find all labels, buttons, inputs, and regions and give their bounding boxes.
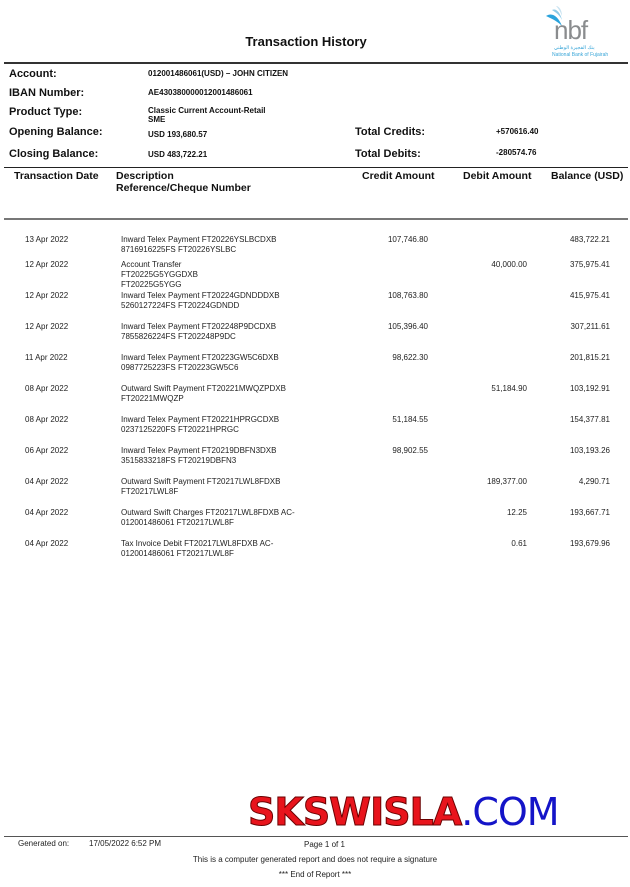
column-header-debit: Debit Amount xyxy=(463,170,532,182)
credit-amount: 51,184.55 xyxy=(392,415,428,424)
generated-on-label: Generated on: xyxy=(18,839,70,848)
footer-divider xyxy=(4,836,628,837)
description-line: 8716916225FS FT20226YSLBC xyxy=(121,245,237,254)
transaction-description xyxy=(121,508,321,528)
description-line: 0987725223FS FT20223GW5C6 xyxy=(121,363,239,372)
total-debits-value: -280574.76 xyxy=(496,148,537,157)
opening-balance-value: USD 193,680.57 xyxy=(148,130,208,139)
transaction-date: 08 Apr 2022 xyxy=(25,415,69,424)
debit-amount: 12.25 xyxy=(506,508,527,517)
generated-on-value: 17/05/2022 6:52 PM xyxy=(89,839,162,848)
account-label: Account: xyxy=(9,68,57,80)
total-debits-label: Total Debits: xyxy=(355,148,421,160)
transaction-description xyxy=(121,539,321,559)
description-line: Inward Telex Payment FT20226YSLBCDXB xyxy=(121,235,277,244)
transaction-description xyxy=(121,446,321,466)
closing-balance-label: Closing Balance: xyxy=(9,148,99,160)
credit-amount: 105,396.40 xyxy=(387,322,428,331)
description-line: FT20217LWL8F xyxy=(121,487,179,496)
column-header-balance: Balance (USD) xyxy=(551,170,624,182)
product-type-value xyxy=(148,106,266,124)
description-line: Account Transfer xyxy=(121,260,182,269)
balance-amount: 154,377.81 xyxy=(569,415,610,424)
page-number: Page 1 of 1 xyxy=(304,840,345,849)
transaction-description xyxy=(121,415,321,435)
watermark-part2: .COM xyxy=(461,790,559,834)
balance-amount: 103,193.26 xyxy=(569,446,610,455)
description-line: FT20225G5YGG xyxy=(121,280,182,289)
credit-amount: 107,746.80 xyxy=(387,235,428,244)
transaction-date: 08 Apr 2022 xyxy=(25,384,69,393)
debit-amount: 189,377.00 xyxy=(486,477,527,486)
balance-amount: 415,975.41 xyxy=(569,291,610,300)
column-header-credit: Credit Amount xyxy=(362,170,435,182)
description-line: 3515833218FS FT20219DBFN3 xyxy=(121,456,237,465)
account-value: 012001486061(USD) – JOHN CITIZEN xyxy=(148,69,289,78)
balance-amount: 201,815.21 xyxy=(569,353,610,362)
description-line: 7855826224FS FT202248P9DC xyxy=(121,332,236,341)
column-header-description-line1: Description xyxy=(116,170,174,182)
description-line: FT20225G5YGGDXB xyxy=(121,270,198,279)
transaction-date: 12 Apr 2022 xyxy=(25,291,69,300)
balance-amount: 307,211.61 xyxy=(570,322,610,331)
opening-balance-label: Opening Balance: xyxy=(9,126,103,138)
description-line: 012001486061 FT20217LWL8F xyxy=(121,549,234,558)
debit-amount: 0.61 xyxy=(511,539,527,548)
iban-label: IBAN Number: xyxy=(9,87,85,99)
balance-amount: 103,192.91 xyxy=(569,384,610,393)
transaction-date: 04 Apr 2022 xyxy=(25,477,69,486)
logo-wordmark: nbf xyxy=(554,15,588,45)
debit-amount: 40,000.00 xyxy=(491,260,527,269)
transaction-date: 06 Apr 2022 xyxy=(25,446,69,455)
logo-subtitle-english: National Bank of Fujairah xyxy=(552,52,609,58)
column-header-date: Transaction Date xyxy=(14,170,99,182)
description-line: Inward Telex Payment FT20221HPRGCDXB xyxy=(121,415,280,424)
logo-subtitle-arabic: بنك الفجيرة الوطني xyxy=(554,45,595,51)
description-line: Outward Swift Payment FT20217LWL8FDXB xyxy=(121,477,281,486)
balance-amount: 4,290.71 xyxy=(578,477,610,486)
product-type-line2: SME xyxy=(148,115,166,124)
description-line: Inward Telex Payment FT202248P9DCDXB xyxy=(121,322,277,331)
transaction-description xyxy=(121,477,321,497)
credit-amount: 98,902.55 xyxy=(392,446,428,455)
column-header-description xyxy=(116,170,251,194)
description-line: FT20221MWQZP xyxy=(121,394,184,403)
balance-amount: 193,679.96 xyxy=(569,539,610,548)
header-divider xyxy=(4,62,628,64)
bank-logo xyxy=(540,4,610,62)
table-header-divider xyxy=(4,218,628,220)
description-line: Inward Telex Payment FT20224GDNDDDXB xyxy=(121,291,280,300)
transaction-description xyxy=(121,353,321,373)
transaction-date: 12 Apr 2022 xyxy=(25,322,69,331)
debit-amount: 51,184.90 xyxy=(491,384,527,393)
total-credits-label: Total Credits: xyxy=(355,126,426,138)
document-title: Transaction History xyxy=(245,34,367,49)
transaction-description xyxy=(121,384,321,404)
transaction-description xyxy=(121,322,321,342)
watermark-part1: SKSWISLA xyxy=(248,790,462,834)
transaction-description xyxy=(121,235,321,255)
product-type-label: Product Type: xyxy=(9,106,83,118)
balance-amount: 483,722.21 xyxy=(569,235,610,244)
description-line: 5260127224FS FT20224GDNDD xyxy=(121,301,240,310)
transaction-description xyxy=(121,260,321,290)
iban-value: AE430380000012001486061 xyxy=(148,88,253,97)
transaction-date: 04 Apr 2022 xyxy=(25,508,69,517)
transaction-date: 04 Apr 2022 xyxy=(25,539,69,548)
closing-balance-value: USD 483,722.21 xyxy=(148,150,208,159)
balance-amount: 375,975.41 xyxy=(569,260,610,269)
column-header-reference: Reference/Cheque Number xyxy=(116,182,251,194)
watermark xyxy=(248,790,559,834)
product-type-line1: Classic Current Account-Retail xyxy=(148,106,266,115)
computer-generated-note: This is a computer generated report and does not require a signature xyxy=(192,855,438,864)
credit-amount: 98,622.30 xyxy=(392,353,428,362)
balance-amount: 193,667.71 xyxy=(569,508,610,517)
transaction-description xyxy=(121,291,321,311)
table-top-divider xyxy=(4,167,628,168)
description-line: 012001486061 FT20217LWL8F xyxy=(121,518,234,527)
description-line: Inward Telex Payment FT20223GW5C6DXB xyxy=(121,353,279,362)
credit-amount: 108,763.80 xyxy=(387,291,428,300)
description-line: Outward Swift Payment FT20221MWQZPDXB xyxy=(121,384,286,393)
description-line: 0237125220FS FT20221HPRGC xyxy=(121,425,239,434)
description-line: Outward Swift Charges FT20217LWL8FDXB AC- xyxy=(121,508,295,517)
transaction-date: 12 Apr 2022 xyxy=(25,260,69,269)
total-credits-value: +570616.40 xyxy=(496,127,539,136)
description-line: Tax Invoice Debit FT20217LWL8FDXB AC- xyxy=(121,539,274,548)
description-line: Inward Telex Payment FT20219DBFN3DXB xyxy=(121,446,277,455)
transaction-date: 11 Apr 2022 xyxy=(25,353,68,362)
end-of-report: *** End of Report *** xyxy=(278,870,352,879)
transaction-date: 13 Apr 2022 xyxy=(25,235,69,244)
